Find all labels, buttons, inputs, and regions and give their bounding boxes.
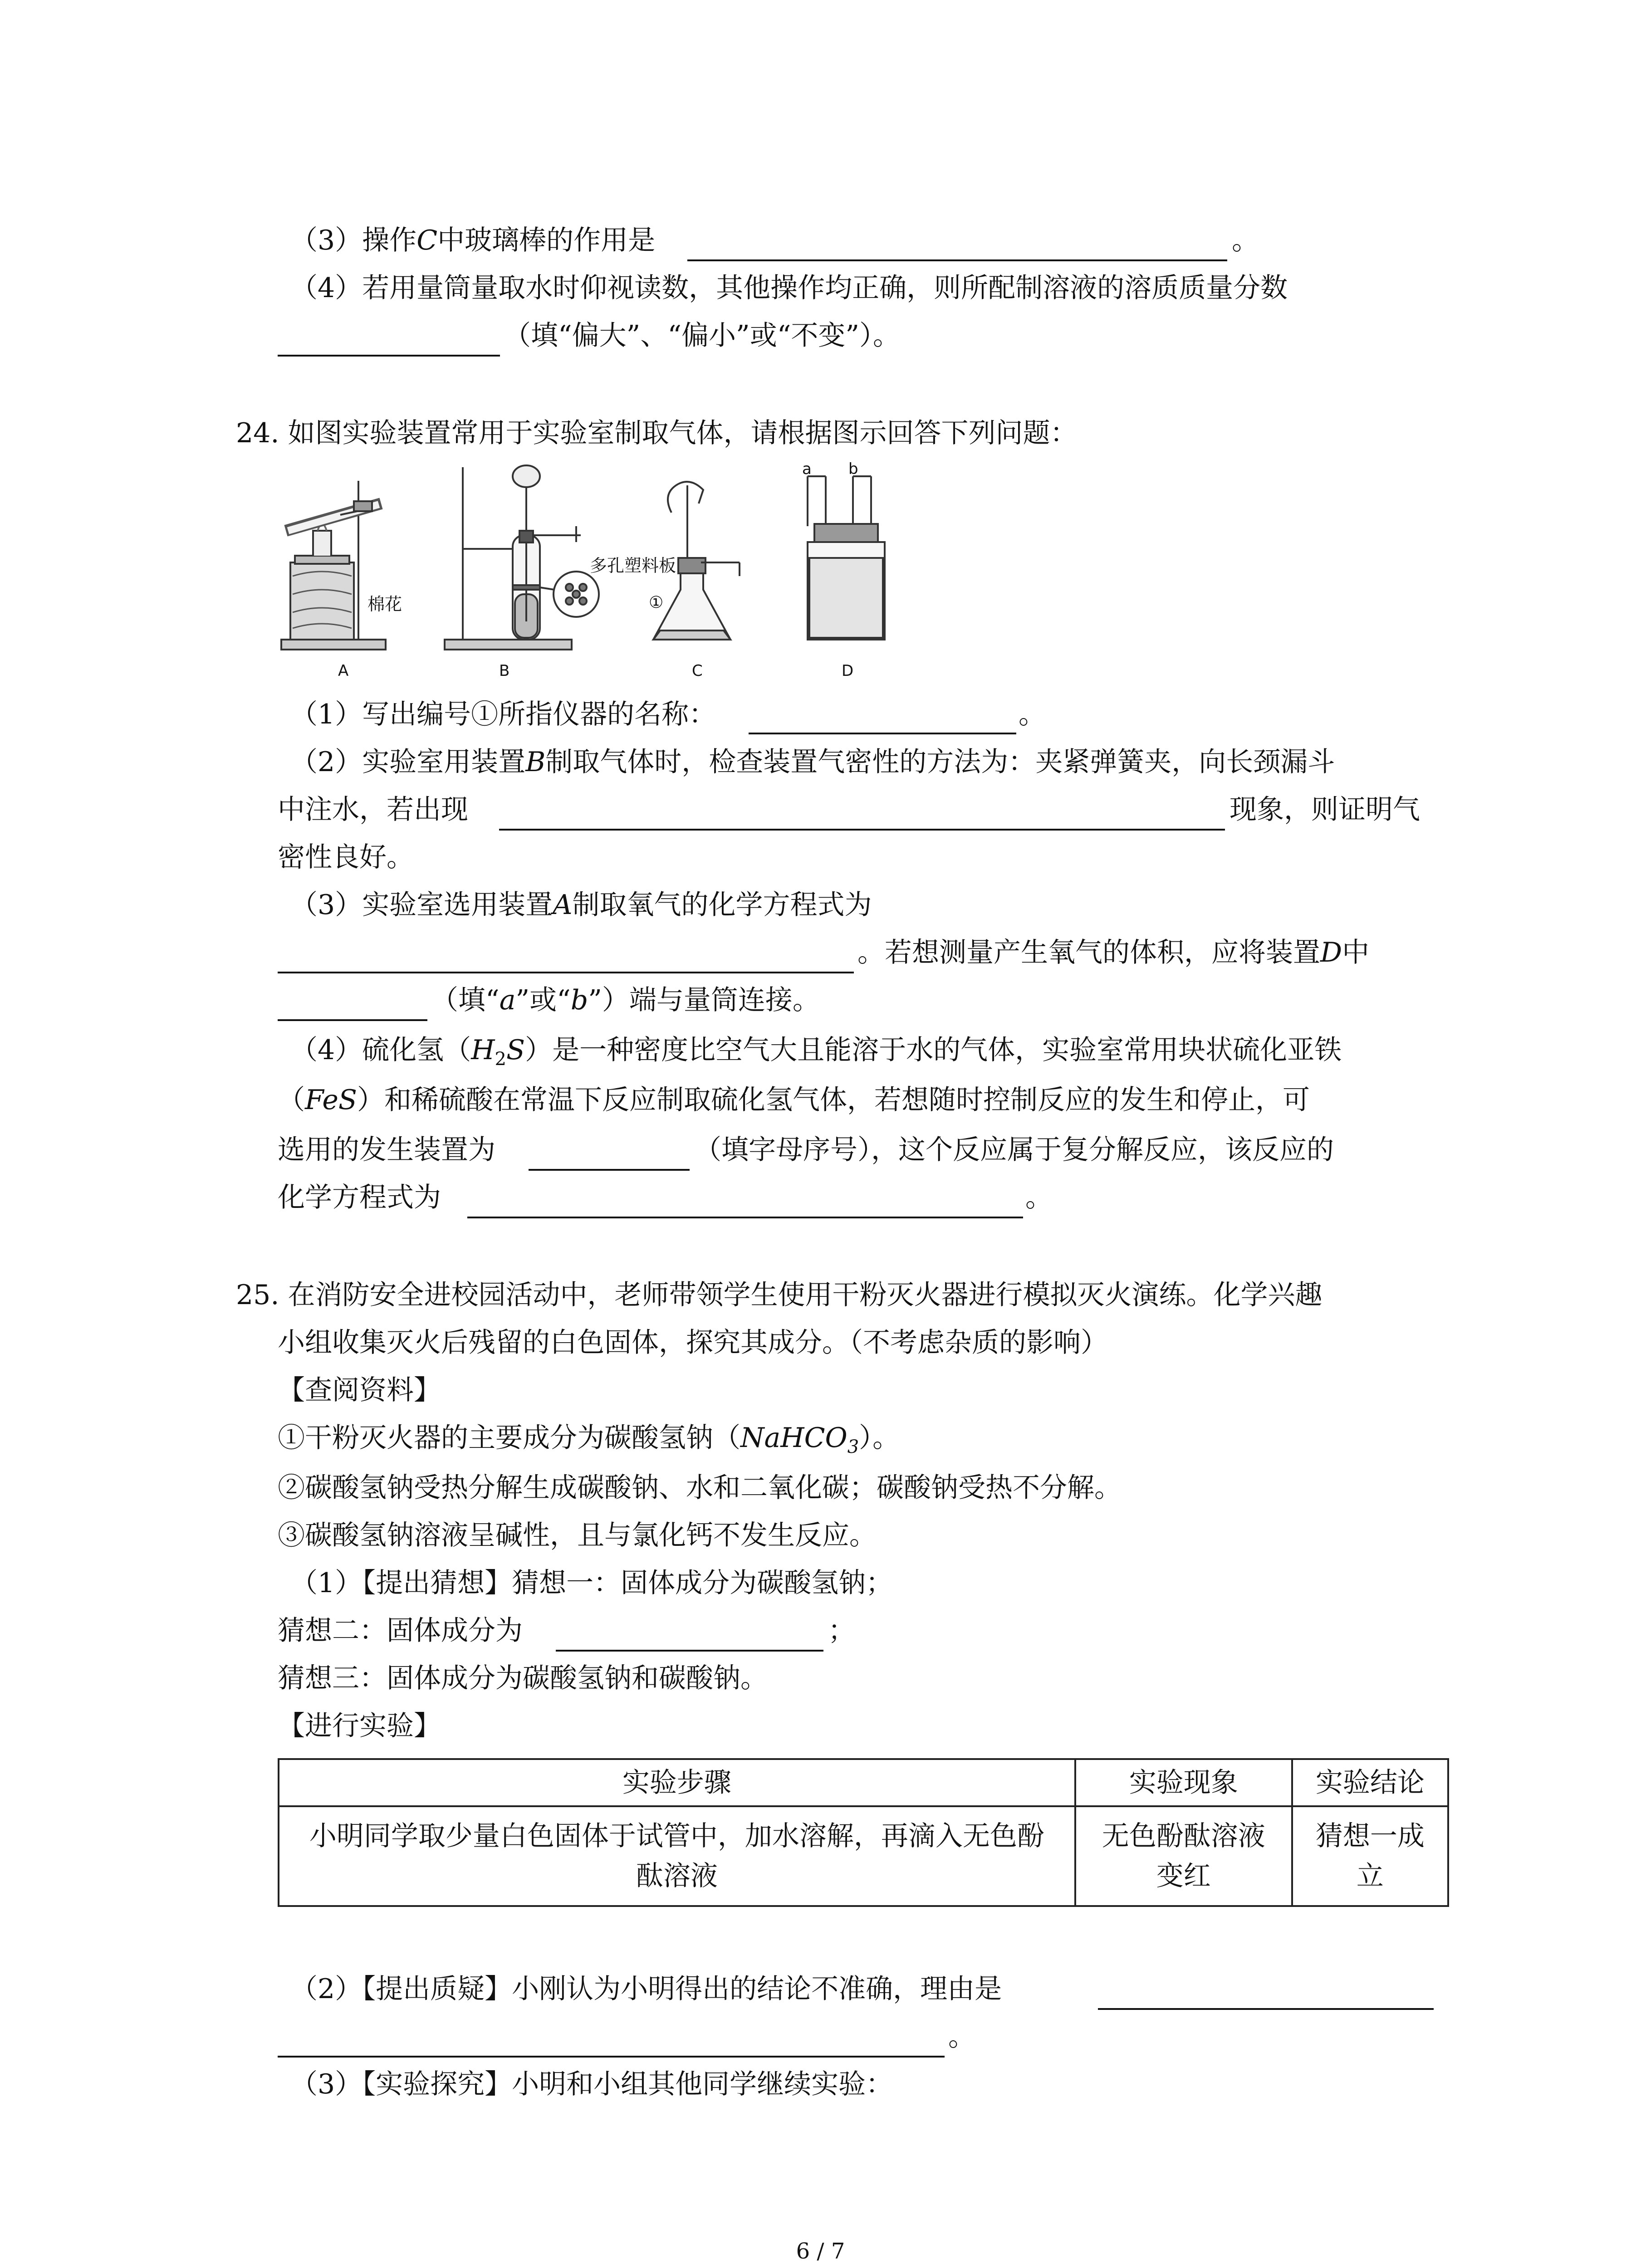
q23-part4-options: （填“偏大”、“偏小”或“不变”）。 — [504, 320, 901, 352]
apparatus-b — [445, 465, 599, 650]
q25-guess-3: 猜想三：固体成分为碳酸氢钠和碳酸钠。 — [278, 1662, 768, 1694]
cell-conclusion: 猜想一成立 — [1292, 1806, 1448, 1906]
label-c: C — [692, 662, 703, 680]
label-a: A — [338, 662, 349, 680]
answer-blank-24-1[interactable] — [749, 733, 1016, 734]
answer-blank-25-2a[interactable] — [1098, 2008, 1434, 2010]
cell-phenomenon: 无色酚酞溶液变红 — [1075, 1806, 1292, 1906]
label-b: B — [499, 662, 510, 680]
apparatus-a — [281, 481, 386, 650]
page-number: 6 / 7 — [796, 2239, 845, 2264]
q24-part4-line3: 选用的发生装置为 — [278, 1134, 495, 1166]
q25-guess-1: （1）【提出猜想】猜想一：固体成分为碳酸氢钠； — [290, 1567, 893, 1599]
q25-guess-2-end: ； — [828, 1615, 855, 1647]
q25-guess-2: 猜想二：固体成分为 — [278, 1615, 523, 1647]
label-porous-plate: 多孔塑料板 — [590, 556, 676, 576]
answer-blank-23-3[interactable] — [687, 259, 1227, 261]
label-port-a: a — [802, 460, 812, 478]
header-steps: 实验步骤 — [279, 1759, 1075, 1806]
answer-blank-24-2[interactable] — [499, 829, 1225, 831]
q25-part2-end: 。 — [948, 2021, 975, 2053]
apparatus-figure — [272, 458, 907, 685]
q24-part1: （1）写出编号①所指仪器的名称： — [290, 699, 716, 730]
q24-part1-end: 。 — [1019, 699, 1046, 730]
q24-part3-line3: （填“a”或“b”）端与量筒连接。 — [431, 984, 820, 1016]
q24-intro: 24. 如图实验装置常用于实验室制取气体，请根据图示回答下列问题： — [236, 417, 1078, 449]
apparatus-d — [808, 476, 885, 640]
q25-reference-2: ②碳酸氢钠受热分解生成碳酸钠、水和二氧化碳；碳酸钠受热不分解。 — [278, 1472, 1122, 1504]
answer-blank-24-3-port[interactable] — [278, 1019, 427, 1021]
table-header-row — [279, 1759, 1448, 1806]
q24-part2-line2: 中注水，若出现 — [278, 794, 468, 826]
q24-part3-line1: （3）实验室选用装置A制取氧气的化学方程式为 — [290, 889, 872, 921]
q25-experiment-title: 【进行实验】 — [278, 1710, 441, 1742]
answer-blank-25-2b[interactable] — [278, 2056, 945, 2058]
label-cotton: 棉花 — [367, 594, 402, 614]
q24-part4-line4: 化学方程式为 — [278, 1182, 441, 1213]
q23-part3-end: 。 — [1232, 225, 1259, 256]
answer-blank-24-4-device[interactable] — [529, 1169, 690, 1171]
q24-part4-line1: （4）硫化氢$(H_2S)$是一种密度比空气大且能溶于水的气体，实验室常用块状硫化亚铁 — [290, 1034, 1342, 1070]
q25-reference-title: 【查阅资料】 — [278, 1374, 441, 1406]
answer-blank-24-4-equation[interactable] — [467, 1217, 1023, 1218]
answer-blank-23-4[interactable] — [278, 355, 500, 357]
q25-reference-1: ①干粉灭火器的主要成分为碳酸氢钠（NaHCO$_3$）。 — [278, 1422, 900, 1457]
answer-blank-24-3-equation[interactable] — [278, 972, 854, 973]
experiment-table — [278, 1758, 1449, 1907]
q25-part2: （2）【提出质疑】小刚认为小明得出的结论不准确，理由是 — [290, 1973, 1002, 2005]
label-port-b: b — [848, 460, 858, 478]
q24-part3-line2: 。若想测量产生氧气的体积，应将装置D中 — [857, 937, 1370, 968]
table-row — [279, 1806, 1448, 1906]
header-phenomenon: 实验现象 — [1075, 1759, 1292, 1806]
q25-intro-line1: 25. 在消防安全进校园活动中，老师带领学生使用干粉灭火器进行模拟灭火演练。化学兴趣 — [236, 1279, 1323, 1311]
q24-part2-line1: （2）实验室用装置B制取气体时，检查装置气密性的方法为：夹紧弹簧夹，向长颈漏斗 — [290, 746, 1335, 778]
q25-reference-3: ③碳酸氢钠溶液呈碱性，且与氯化钙不发生反应。 — [278, 1520, 877, 1551]
q24-part4-end: 。 — [1025, 1182, 1053, 1213]
q24-part2-line2-end: 现象，则证明气 — [1230, 794, 1420, 826]
header-conclusion: 实验结论 — [1292, 1759, 1448, 1806]
label-circle-1: ① — [649, 593, 664, 612]
q24-part2-line3: 密性良好。 — [278, 841, 414, 873]
cell-steps: 小明同学取少量白色固体于试管中，加水溶解，再滴入无色酚酞溶液 — [279, 1806, 1075, 1906]
q24-part4-line2: （FeS）和稀硫酸在常温下反应制取硫化氢气体，若想随时控制反应的发生和停止，可 — [278, 1084, 1310, 1116]
q23-part4: （4）若用量筒量取水时仰视读数，其他操作均正确，则所配制溶液的溶质质量分数 — [290, 272, 1288, 304]
q25-part3: （3）【实验探究】小明和小组其他同学继续实验： — [290, 2068, 893, 2100]
q24-part4-line3-end: （填字母序号），这个反应属于复分解反应，该反应的 — [694, 1134, 1334, 1166]
q23-part3: （3）操作C中玻璃棒的作用是 — [290, 225, 656, 256]
q25-intro-line2: 小组收集灭火后残留的白色固体，探究其成分。（不考虑杂质的影响） — [278, 1327, 1108, 1359]
label-d: D — [842, 662, 854, 680]
answer-blank-25-guess2[interactable] — [556, 1650, 823, 1652]
